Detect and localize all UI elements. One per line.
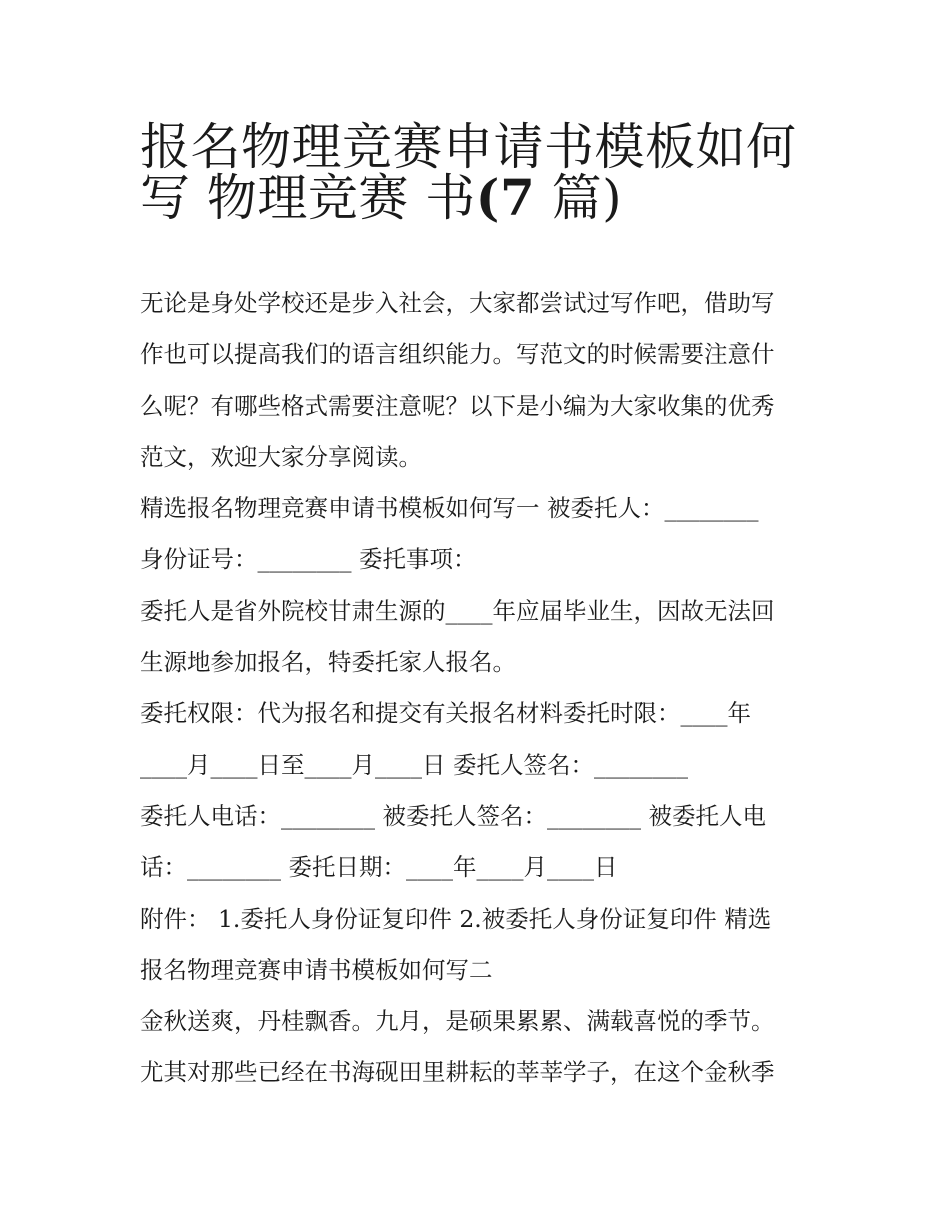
document-title xyxy=(140,112,840,228)
body-line: 话：________ 委托日期：____年____月____日 xyxy=(140,853,618,882)
body-line: 报名物理竞赛申请书模板如何写二 xyxy=(140,955,493,984)
title-count-suffix: 篇) xyxy=(535,169,623,228)
body-line: 身份证号：________ 委托事项： xyxy=(140,545,477,574)
document-body xyxy=(140,278,820,1099)
title-line-2-text: 写 物理竞赛 书 xyxy=(140,169,476,228)
body-line: 金秋送爽，丹桂飘香。九月，是硕果累累、满载喜悦的季节。 xyxy=(140,1007,775,1036)
body-line: 精选报名物理竞赛申请书模板如何写一 被委托人：________ xyxy=(140,494,759,523)
body-line: 么呢？有哪些格式需要注意呢？以下是小编为大家收集的优秀 xyxy=(140,391,775,420)
body-line: 委托人是省外院校甘肃生源的____年应届毕业生，因故无法回 xyxy=(140,596,775,625)
body-line: 附件： 1.委托人身份证复印件 2.被委托人身份证复印件 精选 xyxy=(140,904,772,933)
body-line: 尤其对那些已经在书海砚田里耕耘的莘莘学子，在这个金秋季 xyxy=(140,1058,775,1087)
body-line: ____月____日至____月____日 委托人签名：________ xyxy=(140,750,688,779)
body-line: 生源地参加报名，特委托家人报名。 xyxy=(140,648,516,677)
body-line: 范文，欢迎大家分享阅读。 xyxy=(140,442,422,471)
body-line: 无论是身处学校还是步入社会，大家都尝试过写作吧，借助写 xyxy=(140,289,775,317)
body-line: 委托人电话：________ 被委托人签名：________ 被委托人电 xyxy=(140,801,766,830)
body-line: 委托权限：代为报名和提交有关报名材料委托时限：____年 xyxy=(140,699,751,728)
body-line: 作也可以提高我们的语言组织能力。写范文的时候需要注意什 xyxy=(140,340,775,369)
title-count: (7 xyxy=(475,168,536,228)
title-line-1: 报名物理竞赛申请书模板如何 xyxy=(140,118,797,176)
